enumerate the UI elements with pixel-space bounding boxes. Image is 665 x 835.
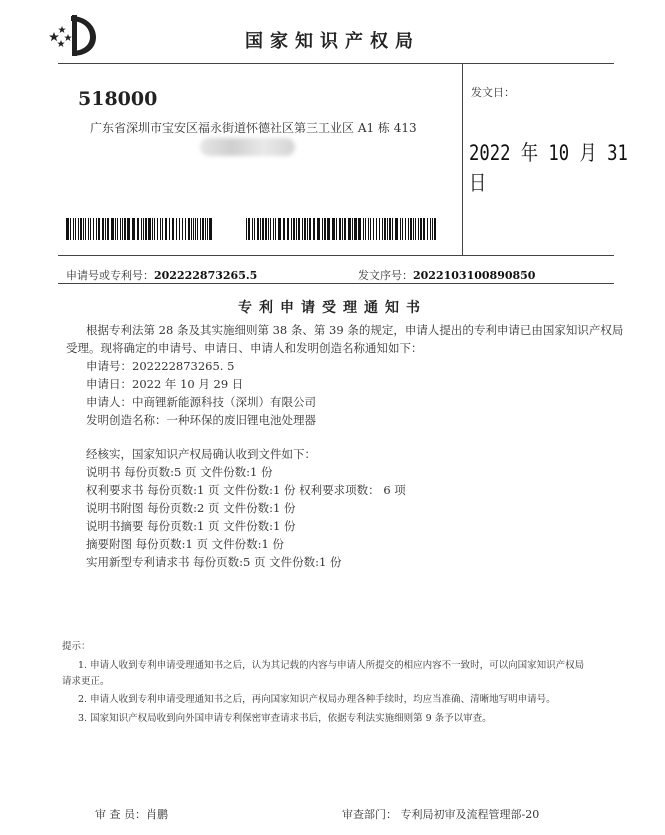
barcode-stripe bbox=[322, 218, 323, 240]
barcode-stripe bbox=[172, 218, 174, 240]
barcode-stripe bbox=[143, 218, 144, 240]
barcode-stripe bbox=[96, 218, 97, 240]
barcode-stripe bbox=[400, 218, 401, 240]
barcode-stripe bbox=[427, 218, 428, 240]
barcode-stripe bbox=[265, 218, 267, 240]
barcode-stripe bbox=[195, 218, 196, 240]
barcode-stripe bbox=[410, 218, 412, 240]
barcode-stripe bbox=[370, 218, 371, 240]
barcode-stripe bbox=[434, 218, 436, 240]
barcode-stripe bbox=[420, 218, 422, 240]
application-number-row bbox=[66, 264, 257, 283]
barcode-stripe bbox=[90, 218, 91, 240]
examiner: 审 查 员：肖鹏 bbox=[95, 808, 168, 821]
barcode-stripe bbox=[252, 218, 253, 240]
barcode-stripe bbox=[105, 218, 106, 240]
barcode-stripe bbox=[200, 218, 201, 240]
barcode-stripe bbox=[402, 218, 403, 240]
barcode-stripe bbox=[418, 218, 419, 240]
barcode-stripe bbox=[273, 218, 274, 240]
file-item: 说明书附图 每份页数:2 页 文件份数:1 份 bbox=[86, 501, 296, 515]
tips-label: 提示： bbox=[62, 641, 91, 652]
barcode-stripe bbox=[395, 218, 398, 240]
barcode-stripe bbox=[336, 218, 337, 240]
intro-line-2: 受理。现将确定的申请号、申请日、申请人和发明创造名称通知如下： bbox=[66, 341, 423, 355]
barcode-stripe bbox=[432, 218, 433, 240]
barcode-stripe bbox=[270, 218, 271, 240]
barcode-stripe bbox=[354, 218, 357, 240]
barcode-stripe bbox=[66, 218, 69, 240]
barcode-stripe bbox=[160, 218, 161, 240]
intro-line-1: 根据专利法第 28 条及其实施细则第 38 条、第 39 条的规定，申请人提出的专利申请已由国家知识产权局 bbox=[86, 323, 624, 337]
postal-code: 518000 bbox=[78, 88, 158, 110]
barcode-stripe bbox=[327, 218, 330, 240]
barcode-stripe bbox=[193, 218, 194, 240]
barcode-stripe bbox=[145, 218, 147, 240]
dispatch-date-label: 发文日： bbox=[471, 86, 515, 99]
barcode-stripe bbox=[207, 218, 208, 240]
barcode-stripe bbox=[107, 218, 109, 240]
barcode-stripe bbox=[132, 218, 135, 240]
frame-divider bbox=[462, 63, 463, 255]
barcode-stripe bbox=[111, 218, 114, 240]
barcode-stripe bbox=[307, 218, 308, 240]
application-date-line: 申请日：2022 年 10 月 29 日 bbox=[86, 377, 244, 391]
barcode-stripe bbox=[376, 218, 377, 240]
barcode-stripe bbox=[122, 218, 123, 240]
barcode-stripe bbox=[117, 218, 118, 240]
barcode-stripe bbox=[148, 218, 151, 240]
barcode-stripe bbox=[152, 218, 153, 240]
file-item: 摘要附图 每份页数:1 页 文件份数:1 份 bbox=[86, 537, 285, 551]
serial-number-label: 发文序号： bbox=[358, 269, 413, 282]
barcode-stripe bbox=[384, 218, 386, 240]
barcode-stripe bbox=[78, 218, 79, 240]
barcode-stripe bbox=[75, 218, 76, 240]
barcode-stripe bbox=[365, 218, 366, 240]
barcode-stripe bbox=[293, 218, 295, 240]
barcode-stripe bbox=[313, 218, 315, 240]
barcode-stripe bbox=[246, 218, 247, 240]
barcode-stripe bbox=[202, 218, 204, 240]
file-item: 权利要求书 每份页数:1 页 文件份数:1 份 权利要求项数： 6 项 bbox=[86, 483, 406, 497]
barcode-stripe bbox=[141, 218, 142, 240]
barcode-stripe bbox=[182, 218, 183, 240]
cnipa-logo bbox=[46, 10, 100, 60]
barcode-stripe bbox=[185, 218, 186, 240]
barcode-stripe bbox=[382, 218, 383, 240]
barcode-stripe bbox=[102, 218, 104, 240]
barcode-stripe bbox=[368, 218, 369, 240]
barcode-stripe bbox=[115, 218, 116, 240]
barcode-stripe bbox=[257, 218, 259, 240]
frame-top-line bbox=[58, 63, 614, 64]
barcode-stripe bbox=[413, 218, 414, 240]
application-number: 202222873265.5 bbox=[154, 269, 258, 282]
barcode-stripe bbox=[254, 218, 255, 240]
barcode-stripe bbox=[358, 218, 361, 240]
application-number-label: 申请号或专利号： bbox=[66, 269, 154, 282]
frame-bottom-line bbox=[58, 283, 614, 284]
barcode-stripe bbox=[278, 218, 281, 240]
barcode-stripe bbox=[363, 218, 364, 240]
barcode-stripe bbox=[85, 218, 86, 240]
barcode-stripe bbox=[344, 218, 346, 240]
agency-title: 国家知识产权局 bbox=[245, 31, 420, 52]
barcode-stripe bbox=[324, 218, 326, 240]
applicant-line: 申请人：中商锂新能源科技（深圳）有限公司 bbox=[86, 395, 316, 409]
barcode-stripe bbox=[179, 218, 180, 240]
barcode-stripe bbox=[392, 218, 393, 240]
barcode-stripe bbox=[423, 218, 425, 240]
serial-number: 2022103100890850 bbox=[413, 269, 536, 282]
application-number-line: 申请号：202222873265. 5 bbox=[86, 359, 235, 373]
barcode-stripe bbox=[162, 218, 163, 240]
barcode-stripe bbox=[309, 218, 311, 240]
barcode-stripe bbox=[137, 218, 139, 240]
barcode-stripe bbox=[302, 218, 303, 240]
barcode-stripe bbox=[165, 218, 167, 240]
barcode-stripe bbox=[405, 218, 406, 240]
invention-title-line: 发明创造名称：一种环保的废旧锂电池处理器 bbox=[86, 413, 316, 427]
barcode-stripe bbox=[283, 218, 285, 240]
barcode-stripe bbox=[298, 218, 300, 240]
redacted-recipient-name bbox=[200, 138, 295, 156]
barcode-stripe bbox=[120, 218, 121, 240]
barcode-stripe bbox=[154, 218, 155, 240]
barcode-stripe bbox=[348, 218, 351, 240]
barcode-stripe bbox=[275, 218, 276, 240]
barcode-stripe bbox=[408, 218, 409, 240]
barcode-stripe bbox=[339, 218, 341, 240]
barcode-stripe bbox=[342, 218, 343, 240]
file-item: 说明书 每份页数:5 页 文件份数:1 份 bbox=[86, 465, 273, 479]
tip-1: 1. 申请人收到专利申请受理通知书之后，认为其记载的内容与申请人所提交的相应内容不一致时，可以向国家知识产权局 bbox=[78, 660, 585, 671]
barcode-stripe bbox=[389, 218, 391, 240]
barcode-stripe bbox=[188, 218, 190, 240]
barcode-stripe bbox=[373, 218, 374, 240]
barcode-stripe bbox=[248, 218, 250, 240]
file-item: 实用新型专利请求书 每份页数:5 页 文件份数:1 份 bbox=[86, 555, 342, 569]
barcode-stripe bbox=[127, 218, 130, 240]
barcode-stripe bbox=[262, 218, 264, 240]
frame-mid-line bbox=[58, 255, 614, 256]
barcode-stripe bbox=[176, 218, 177, 240]
barcode-stripe bbox=[352, 218, 353, 240]
tip-2: 2. 申请人收到专利申请受理通知书之后，再向国家知识产权局办理各种手续时，均应当准确、清晰地写明申请号。 bbox=[78, 694, 556, 705]
barcode-stripe bbox=[287, 218, 289, 240]
barcode-stripe bbox=[268, 218, 269, 240]
barcode-stripe bbox=[387, 218, 388, 240]
barcode-left bbox=[66, 218, 214, 240]
barcode-stripe bbox=[169, 218, 170, 240]
notice-title: 专利申请受理通知书 bbox=[238, 300, 427, 316]
barcode-stripe bbox=[88, 218, 89, 240]
barcode-stripe bbox=[304, 218, 306, 240]
barcode-stripe bbox=[291, 218, 292, 240]
barcode-stripe bbox=[191, 218, 192, 240]
barcode-stripe bbox=[93, 218, 94, 240]
dispatch-date: 2022 年 10 月 31 日 bbox=[469, 141, 628, 195]
barcode-stripe bbox=[73, 218, 74, 240]
barcode-stripe bbox=[379, 218, 380, 240]
barcode-stripe bbox=[260, 218, 261, 240]
barcode-stripe bbox=[80, 218, 82, 240]
barcode-stripe bbox=[83, 218, 84, 240]
file-item: 说明书摘要 每份页数:1 页 文件份数:1 份 bbox=[86, 519, 296, 533]
tip-3: 3. 国家知识产权局收到向外国申请专利保密审查请求书后，依据专利法实施细则第 9 条予以审查。 bbox=[78, 713, 492, 724]
recipient-address: 广东省深圳市宝安区福永街道怀德社区第三工业区 A1 栋 413 bbox=[90, 121, 417, 135]
barcode-stripe bbox=[430, 218, 431, 240]
barcode-stripe bbox=[98, 218, 100, 240]
barcode-stripe bbox=[205, 218, 206, 240]
barcode-stripe bbox=[70, 218, 71, 240]
barcode-stripe bbox=[197, 218, 198, 240]
barcode-stripe bbox=[157, 218, 158, 240]
barcode-stripe bbox=[332, 218, 335, 240]
examining-department: 审查部门： 专利局初审及流程管理部-20 bbox=[342, 808, 540, 821]
barcode-right bbox=[246, 218, 438, 240]
tip-1-continued: 请求更正。 bbox=[62, 676, 110, 687]
serial-number-row bbox=[358, 264, 535, 283]
barcode-stripe bbox=[296, 218, 297, 240]
barcode-stripe bbox=[317, 218, 320, 240]
barcode-stripe bbox=[124, 218, 126, 240]
barcode-stripe bbox=[209, 218, 212, 240]
barcode-stripe bbox=[415, 218, 416, 240]
verify-line: 经核实，国家知识产权局确认收到文件如下： bbox=[86, 447, 316, 461]
